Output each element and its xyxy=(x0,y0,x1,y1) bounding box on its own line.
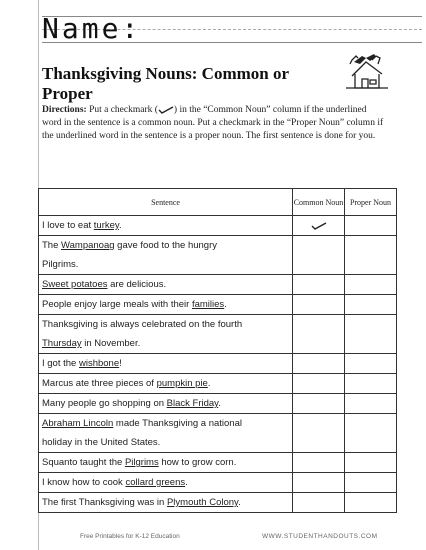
sentence-line xyxy=(42,255,289,274)
proper-noun-check-cell[interactable] xyxy=(345,414,397,453)
underlined-noun: Abraham Lincoln xyxy=(42,418,114,429)
common-noun-check-cell[interactable] xyxy=(293,374,345,394)
proper-noun-check-cell[interactable] xyxy=(345,216,397,236)
sentence-text: Marcus ate three pieces of xyxy=(42,378,157,389)
sentence-text: . xyxy=(118,220,122,231)
sentence-line xyxy=(42,453,289,472)
common-noun-check-cell[interactable] xyxy=(293,354,345,374)
proper-noun-check-cell[interactable] xyxy=(345,374,397,394)
sentence-line xyxy=(42,433,289,452)
sentence-line xyxy=(42,334,289,353)
proper-noun-check-cell[interactable] xyxy=(345,453,397,473)
sentence-cell xyxy=(39,493,293,513)
directions-text xyxy=(42,104,384,143)
header-sentence: Sentence xyxy=(39,189,293,216)
common-noun-check-cell[interactable] xyxy=(293,275,345,295)
sentence-text: made Thanksgiving a national xyxy=(113,418,242,429)
sentence-text: Squanto taught the xyxy=(42,457,125,468)
sentence-cell xyxy=(39,394,293,414)
sentence-text: gave food to the hungry xyxy=(114,240,217,251)
footer-left-text: Free Printables for K-12 Education xyxy=(80,533,180,540)
proper-noun-check-cell[interactable] xyxy=(345,354,397,374)
table-row xyxy=(39,453,397,473)
common-noun-check-cell[interactable] xyxy=(293,493,345,513)
table-body xyxy=(39,216,397,513)
underlined-noun: wishbone xyxy=(78,358,120,369)
table-row xyxy=(39,354,397,374)
common-noun-check-cell[interactable] xyxy=(293,216,345,236)
sentence-cell xyxy=(39,295,293,315)
header-proper-noun: Proper Noun xyxy=(345,189,397,216)
sentence-text: holiday in the United States. xyxy=(42,437,161,448)
common-noun-check-cell[interactable] xyxy=(293,453,345,473)
table-row xyxy=(39,216,397,236)
proper-noun-check-cell[interactable] xyxy=(345,315,397,354)
proper-noun-check-cell[interactable] xyxy=(345,236,397,275)
proper-noun-check-cell[interactable] xyxy=(345,394,397,414)
sentence-cell xyxy=(39,236,293,275)
directions-part1: Put a checkmark ( xyxy=(86,105,158,115)
directions-part2: ) in the “Common Noun” column if the underlined word in the sentence is a common noun. Put a checkmark in the “Proper Noun” column if the underlined word in the sentence is a proper noun. The first sentence is done for you. xyxy=(42,105,384,141)
sentence-cell xyxy=(39,414,293,453)
sentence-cell xyxy=(39,453,293,473)
sentence-line xyxy=(42,275,289,294)
checkmark-icon xyxy=(158,106,174,114)
sentence-text: how to grow corn. xyxy=(158,457,237,468)
table-row xyxy=(39,493,397,513)
sentence-cell xyxy=(39,374,293,394)
common-noun-check-cell[interactable] xyxy=(293,295,345,315)
sentence-cell xyxy=(39,354,293,374)
sentence-text: in November. xyxy=(81,338,141,349)
underlined-noun: families xyxy=(191,299,225,310)
table-header-row xyxy=(39,189,397,216)
table-row xyxy=(39,473,397,493)
sentence-text: The first Thanksgiving was in xyxy=(42,497,167,508)
header-common-noun: Common Noun xyxy=(293,189,345,216)
sentence-line xyxy=(42,236,289,255)
sentence-cell xyxy=(39,315,293,354)
underlined-noun: Sweet potatoes xyxy=(42,279,108,290)
checkmark-icon xyxy=(293,222,344,230)
sentence-line xyxy=(42,473,289,492)
sentence-line xyxy=(42,414,289,433)
table-row xyxy=(39,414,397,453)
name-label: Name: xyxy=(42,12,142,45)
underlined-noun: turkey xyxy=(93,220,119,231)
nouns-table xyxy=(38,188,397,513)
common-noun-check-cell[interactable] xyxy=(293,236,345,275)
sentence-text: The xyxy=(42,240,62,251)
table-row xyxy=(39,275,397,295)
sentence-line xyxy=(42,394,289,413)
sentence-text: ! xyxy=(119,358,122,369)
proper-noun-check-cell[interactable] xyxy=(345,295,397,315)
sentence-text: Pilgrims. xyxy=(42,259,79,270)
sentence-text: . xyxy=(207,378,211,389)
sentence-text: I love to eat xyxy=(42,220,94,231)
pilgrim-house-icon xyxy=(342,46,390,94)
sentence-line xyxy=(42,493,289,512)
worksheet-title: Thanksgiving Nouns: Common or Proper xyxy=(42,64,289,103)
common-noun-check-cell[interactable] xyxy=(293,414,345,453)
proper-noun-check-cell[interactable] xyxy=(345,493,397,513)
sentence-text: . xyxy=(224,299,227,310)
sentence-text: are delicious. xyxy=(107,279,167,290)
sentence-line xyxy=(42,216,289,235)
sentence-cell xyxy=(39,275,293,295)
directions-label: Directions: xyxy=(42,105,87,115)
sentence-line xyxy=(42,374,289,393)
underlined-noun: pumpkin pie xyxy=(156,378,208,389)
proper-noun-check-cell[interactable] xyxy=(345,275,397,295)
common-noun-check-cell[interactable] xyxy=(293,473,345,493)
table-row xyxy=(39,295,397,315)
footer-right-text: WWW.STUDENTHANDOUTS.COM xyxy=(262,533,378,540)
underlined-noun: Plymouth Colony xyxy=(166,497,239,508)
underlined-noun: collard greens xyxy=(125,477,186,488)
table-row xyxy=(39,236,397,275)
sentence-text: . xyxy=(218,398,221,409)
underlined-noun: Wampanoag xyxy=(61,240,115,251)
proper-noun-check-cell[interactable] xyxy=(345,473,397,493)
common-noun-check-cell[interactable] xyxy=(293,394,345,414)
sentence-text: I got the xyxy=(42,358,79,369)
sentence-cell xyxy=(39,473,293,493)
sentence-text: Many people go shopping on xyxy=(42,398,167,409)
sentence-text: People enjoy large meals with their xyxy=(42,299,192,310)
underlined-noun: Pilgrims xyxy=(124,457,159,468)
sentence-cell xyxy=(39,216,293,236)
name-row xyxy=(42,8,422,48)
common-noun-check-cell[interactable] xyxy=(293,315,345,354)
table-row xyxy=(39,374,397,394)
table-row xyxy=(39,315,397,354)
sentence-line xyxy=(42,354,289,373)
sentence-text: I know how to cook xyxy=(42,477,126,488)
underlined-noun: Thursday xyxy=(42,338,82,349)
sentence-text: . xyxy=(238,497,241,508)
underlined-noun: Black Friday xyxy=(166,398,219,409)
sentence-text: . xyxy=(185,477,188,488)
sentence-line xyxy=(42,295,289,314)
sentence-text: Thanksgiving is always celebrated on the fourth xyxy=(42,319,243,330)
sentence-line xyxy=(42,315,289,334)
table-row xyxy=(39,394,397,414)
